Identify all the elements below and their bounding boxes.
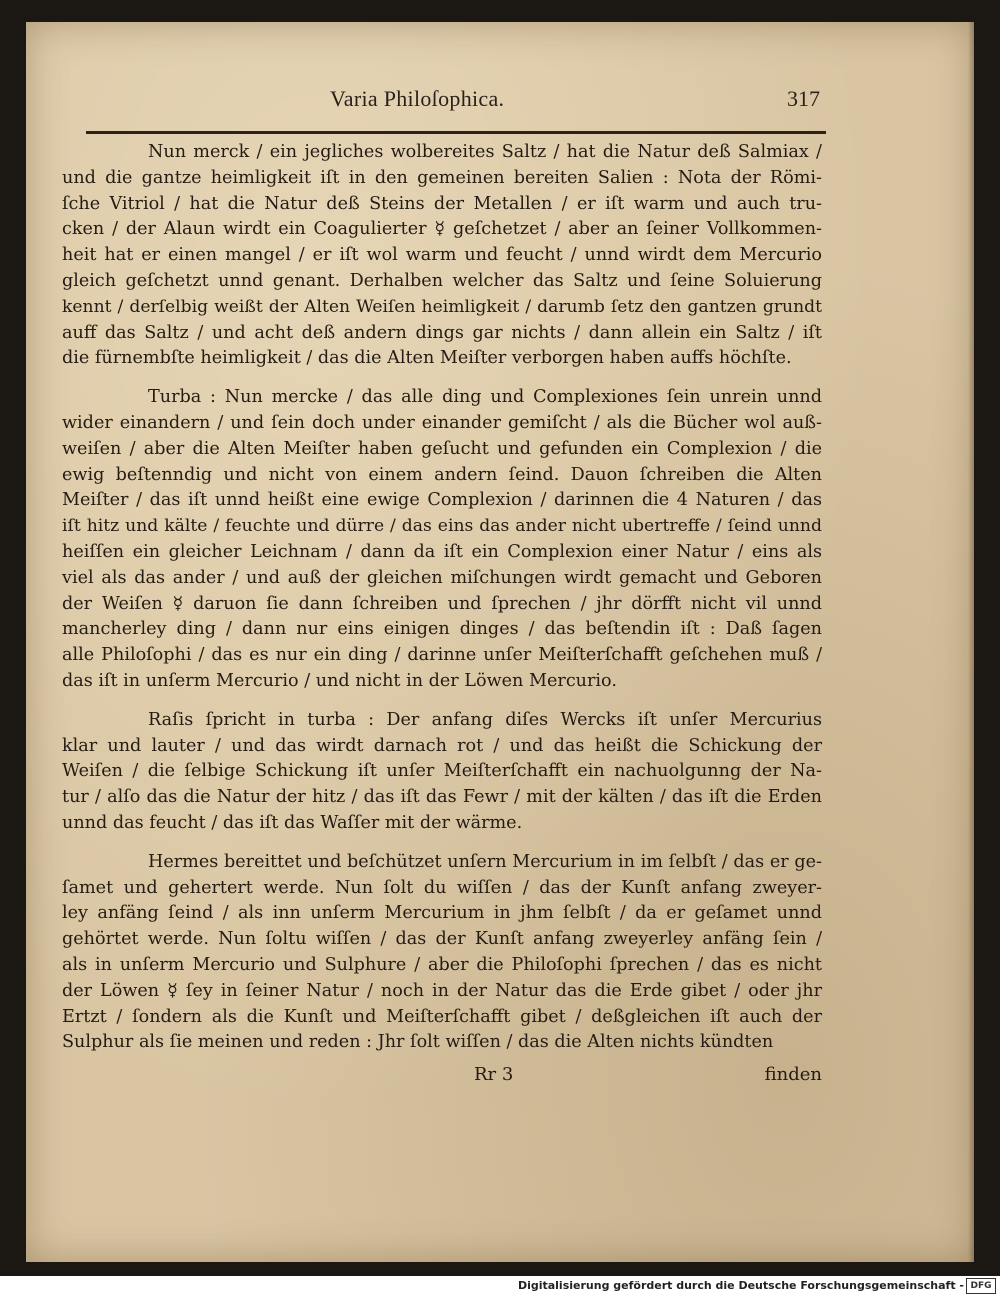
paragraph: [62, 140, 822, 372]
text-line: heiſſen ein gleicher Leichnam / dann da iſt ein Complexion einer Natur / eins als: [62, 541, 822, 562]
text-line: ſamet und gehertert werde. Nun ſolt du wiſſen / das der Kunſt anfang zweyer-: [62, 877, 822, 898]
text-line: Meiſter / das iſt unnd heißt eine ewige Complexion / darinnen die 4 Naturen / das: [62, 490, 822, 511]
text-line: der Löwen ☿ ſey in ſeiner Natur / noch in der Natur das die Erde gibet / oder jhr: [62, 980, 822, 1001]
text-line: Turba : Nun mercke / das alle ding und Complexiones ſein unrein unnd: [148, 387, 822, 408]
text-line: heit hat er einen mangel / er iſt wol warm und feucht / unnd wirdt dem Mercurio: [62, 245, 822, 266]
text-line: Hermes bereittet und beſchützet unſern Mercurium in im ſelbſt / das er ge-: [148, 851, 822, 872]
text-line: iſt hitz und kälte / feuchte und dürre / das eins das ander nicht ubertreffe / ſeind unnd: [62, 516, 822, 537]
text-line: unnd das feucht / das iſt das Waſſer mit der wärme.: [62, 812, 523, 833]
paragraph: [62, 708, 822, 837]
funding-credit: Digitalisierung gefördert durch die Deutsche Forschungsgemeinschaft -: [517, 1279, 964, 1292]
text-line: Raſis ſpricht in turba : Der anfang diſes Wercks iſt unſer Mercurius: [148, 709, 822, 730]
text-line: klar und lauter / und das wirdt darnach rot / und das heißt die Schickung der: [62, 735, 822, 756]
text-line: die fürnembſte heimligkeit / das die Alten Meiſter verborgen haben auffs höchſte.: [62, 348, 792, 369]
text-line: weiſen / aber die Alten Meiſter haben geſucht und gefunden ein Complexion / die: [62, 438, 822, 459]
dfg-logo: DFG: [966, 1278, 996, 1294]
catchword: finden: [764, 1064, 822, 1085]
text-line: Nun merck / ein jegliches wolbereites Saltz / hat die Natur deß Salmiax /: [148, 142, 822, 162]
page-number: 317: [787, 86, 820, 111]
text-line: ewig beſtenndig und nicht von einem andern ſeind. Dauon ſchreiben die Alten: [62, 464, 822, 485]
signature-mark: Rr 3: [474, 1064, 514, 1085]
page-edge-shadow: [968, 22, 974, 1262]
text-line: der Weiſen ☿ daruon ſie dann ſchreiben und ſprechen / jhr dörfft nicht vil unnd: [62, 593, 822, 614]
text-line: gehörtet werde. Nun ſoltu wiſſen / das der Kunſt anfang zweyerley anfäng ſein /: [62, 929, 822, 950]
text-line: viel als das ander / und auß der gleichen miſchungen wirdt gemacht und Geboren: [62, 567, 822, 588]
text-line: das iſt in unſerm Mercurio / und nicht in der Löwen Mercurio.: [62, 670, 617, 691]
text-line: als in unſerm Mercurio und Sulphure / aber die Philoſophi ſprechen / das es nicht: [62, 954, 822, 975]
text-line: cken / der Alaun wirdt ein Coagulierter ☿ geſchetzet / aber an ſeiner Vollkommen-: [62, 219, 822, 240]
page-footer: [62, 1064, 822, 1094]
text-line: alle Philoſophi / das es nur ein ding / darinne unſer Meiſterſchafft geſchehen muß /: [62, 645, 822, 666]
body-text: [62, 140, 822, 1069]
text-line: Sulphur als ſie meinen und reden : Jhr ſolt wiſſen / das die Alten nichts kündten: [62, 1032, 774, 1053]
text-line: ſche Vitriol / hat die Natur deß Steins der Metallen / er iſt warm und auch tru-: [62, 193, 822, 214]
paragraph: [62, 385, 822, 695]
text-line: und die gantze heimligkeit iſt in den gemeinen bereiten Salien : Nota der Römi-: [62, 167, 822, 188]
credit-bar: [0, 1276, 1000, 1296]
text-line: Ertzt / ſondern als die Kunſt und Meiſterſchafft gibet / deßgleichen iſt auch der: [62, 1006, 822, 1027]
text-line: gleich geſchetzt unnd genant. Derhalben welcher das Saltz und ſeine Soluierung: [62, 270, 822, 291]
text-line: tur / alſo das die Natur der hitz / das iſt das Fewr / mit der kälten / das iſt die Erden: [62, 787, 822, 808]
text-line: kennt / derſelbig weißt der Alten Weiſen heimligkeit / darumb ſetz den gantzen grundt: [62, 296, 822, 317]
text-line: mancherley ding / dann nur eins einigen dinges / das beſtendin iſt : Daß ſagen: [62, 619, 822, 640]
text-line: auff das Saltz / und acht deß andern dings gar nichts / dann allein ein Saltz / iſt: [62, 322, 822, 343]
text-line: Weiſen / die ſelbige Schickung iſt unſer Meiſterſchafft ein nachuolgunng der Na-: [62, 761, 822, 782]
paragraph: [62, 850, 822, 1056]
text-line: wider einandern / und ſein doch under einander gemiſcht / als die Bücher wol auß-: [62, 412, 822, 433]
running-title: Varia Philoſophica.: [330, 86, 505, 111]
page-header: [90, 80, 820, 120]
header-rule: [86, 131, 826, 134]
text-line: ley anfäng ſeind / als inn unſerm Mercurium in jhm ſelbſt / da er geſamet unnd: [62, 903, 822, 924]
